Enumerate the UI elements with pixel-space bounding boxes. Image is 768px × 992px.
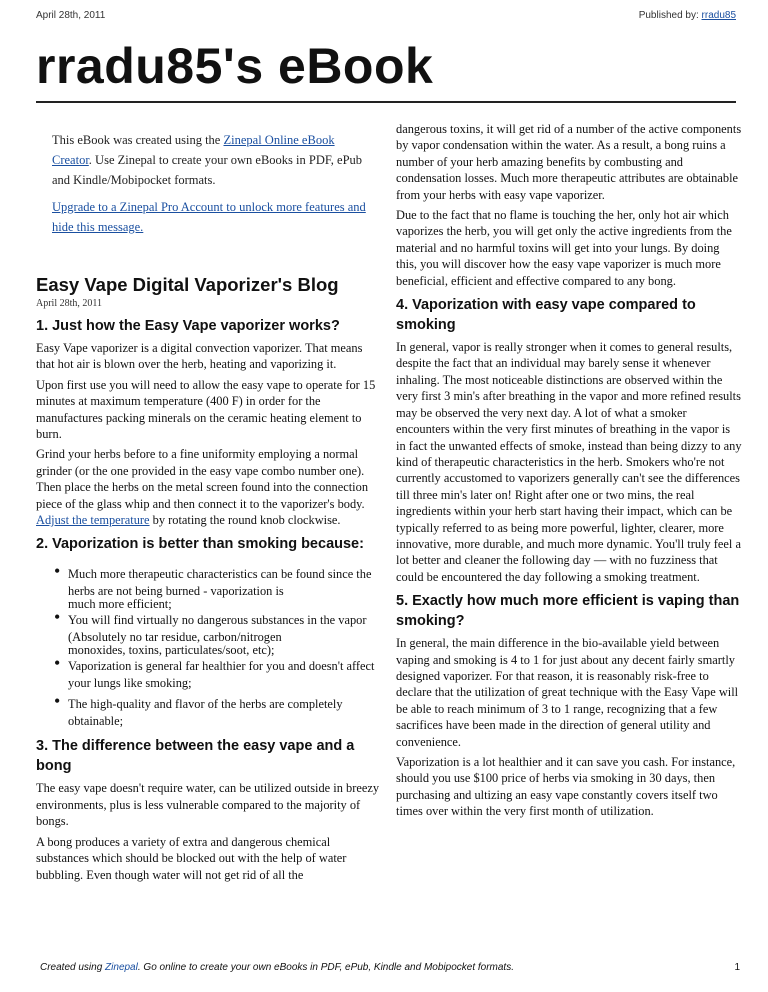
page-header bbox=[36, 10, 736, 26]
page-footer: Created using Zinepal. Go online to create your own eBooks in PDF, ePub, Kindle and Mobipocket formats. 1 bbox=[40, 962, 740, 973]
section-4-paragraph-1: In general, vapor is really stronger when it comes to general results, despite the fact that an individual may barely sense it whenever inhaling. The most noticeable distinctions are observed within the very first 3 min's after breathing in the vapor and more refined results may be observed the very next day. A lot of what a smoker encounters within the very first minutes of breathing in the vapor is in fact the unwanted effects of smoke, instead than being dizzy to any kind of therapeutic characteristics in the herb. Smokers who're not currently accustomed to vaporizers generally can't see the differences till three min's later on! Right after one or two mins, the real ingredients within your herb start having their impact, which can be typically referred to as being more powerful, lighter, clearer, more innovative, more durable, and much more dynamic. You'll truly feel a lot better and cleaner the following day — with no fuzziness that could be encountered the day following a smoking treatment. bbox=[396, 340, 742, 584]
adjust-temperature-link[interactable]: Adjust the temperature bbox=[36, 513, 150, 528]
article-date: April 28th, 2011 bbox=[36, 298, 103, 309]
section-5-paragraph-2: Vaporization is a lot healthier and it can save you cash. For instance, should you use $100 price of herbs via smoking in 30 days, then purchasing and ultizing an easy vape constantly covers itself two times over within the very first month of utilization. bbox=[396, 755, 736, 819]
right-column bbox=[396, 113, 742, 820]
section-1-paragraph-2: Upon first use you will need to allow the easy vape to operate for 15 minutes at maximum temperature (400 F) in order for the manufactures packing minerals on the ceramic heating element to burn. bbox=[36, 377, 376, 442]
list-item: • Vaporization is general far healthier for you and doesn't affect your lungs like smoking; bbox=[54, 658, 382, 692]
zinepal-creator-link[interactable]: Zinepal Online eBook Creator bbox=[52, 133, 335, 167]
zinepal-footer-link[interactable]: Zinepal bbox=[105, 962, 138, 973]
left-column bbox=[36, 113, 382, 883]
section-2-heading: 2. Vaporization is better than smoking because: bbox=[36, 536, 364, 553]
header-date: April 28th, 2011 bbox=[36, 10, 106, 21]
list-item: • You will find virtually no dangerous substances in the vapor (Absolutely no tar residue, carbon/nitrogen monoxides, toxins, particulates/soot, etc); bbox=[54, 612, 382, 654]
page-number: 1 bbox=[734, 962, 740, 973]
publisher-link[interactable]: rradu85 bbox=[701, 10, 736, 21]
section-5-heading: 5. Exactly how much more efficient is vaping than smoking? bbox=[396, 593, 740, 630]
list-item: • The high-quality and flavor of the herbs are completely obtainable; bbox=[54, 696, 382, 730]
promo-upgrade bbox=[52, 197, 372, 237]
benefits-list bbox=[36, 566, 382, 730]
article-title: Easy Vape Digital Vaporizer's Blog bbox=[36, 274, 339, 295]
section-3-paragraph-2: A bong produces a variety of extra and dangerous chemical substances which should be blocked out with the help of water bubbling. Even though water will not get rid of all the bbox=[36, 834, 347, 882]
promo-text: This eBook was created using the Zinepal Online eBook Creator. Use Zinepal to create your own eBooks in PDF, ePub and Kindle/Mobipocket formats. bbox=[52, 133, 363, 187]
section-1-paragraph-3: Grind your herbs before to a fine uniformity employing a normal grinder (or the one provided in the easy vape combo number one). Then place the herbs on the metal screen found into the connection piece of the glass whip and then connect it to the vaporizer's body. Adjust the temperature by rotating the round knob clockwise. bbox=[36, 447, 369, 528]
section-4-heading: 4. Vaporization with easy vape compared to smoking bbox=[396, 297, 696, 334]
section-3-heading: 3. The difference between the easy vape and a bong bbox=[36, 738, 355, 775]
section-3-paragraph-4: Due to the fact that no flame is touching the her, only hot air which vaporizes the herb, you will get only the active ingredients from the material and no harmful toxins will get into your lungs. By doing this, you will discover how the easy vape vaporizer is much more beneficial, efficient and effective compared to any bong. bbox=[396, 208, 732, 288]
upgrade-link[interactable]: Upgrade to a Zinepal Pro Account to unlock more features and hide this message. bbox=[52, 200, 366, 234]
zinepal-promo bbox=[36, 113, 382, 254]
list-item: • Much more therapeutic characteristics can be found since the herbs are not being burned - vaporization is much more efficient; bbox=[54, 566, 382, 608]
section-3-paragraph-1: The easy vape doesn't require water, can be utilized outside in breezy environments, plus is less vulnerable compared to the majority of bongs. bbox=[36, 781, 380, 829]
book-title: rradu85's eBook bbox=[36, 38, 434, 94]
published-by bbox=[639, 10, 736, 21]
section-5-paragraph-1: In general, the main difference in the bio-available yield between vaping and smoking is 4 to 1 for just about any decent fairly smartly designed vaporizer. For that reason, it is reasonably risk-free to declare that the utilization of great technique with the Easy Vape will be able to reach minimum of 3 to 1 range, recognizing that a few sacrifices have been made in the direction of general utility and convenience. bbox=[396, 636, 739, 749]
section-1-paragraph-1: Easy Vape vaporizer is a digital convection vaporizer. That means that hot air is blown over the herb, heating and vaporizing it. bbox=[36, 341, 363, 372]
section-1-heading: 1. Just how the Easy Vape vaporizer works? bbox=[36, 318, 340, 334]
section-3-paragraph-3: dangerous toxins, it will get rid of a number of the active components by vapor condensation within the water. As a result, a bong ruins a number of your herb amazing benefits by combusting and condensation losses. Much more therapeutic attributes are obtainable from your herbs with easy vape vaporizer. bbox=[396, 122, 742, 202]
title-divider bbox=[36, 101, 736, 103]
published-by-label: Published by: bbox=[638, 10, 699, 21]
